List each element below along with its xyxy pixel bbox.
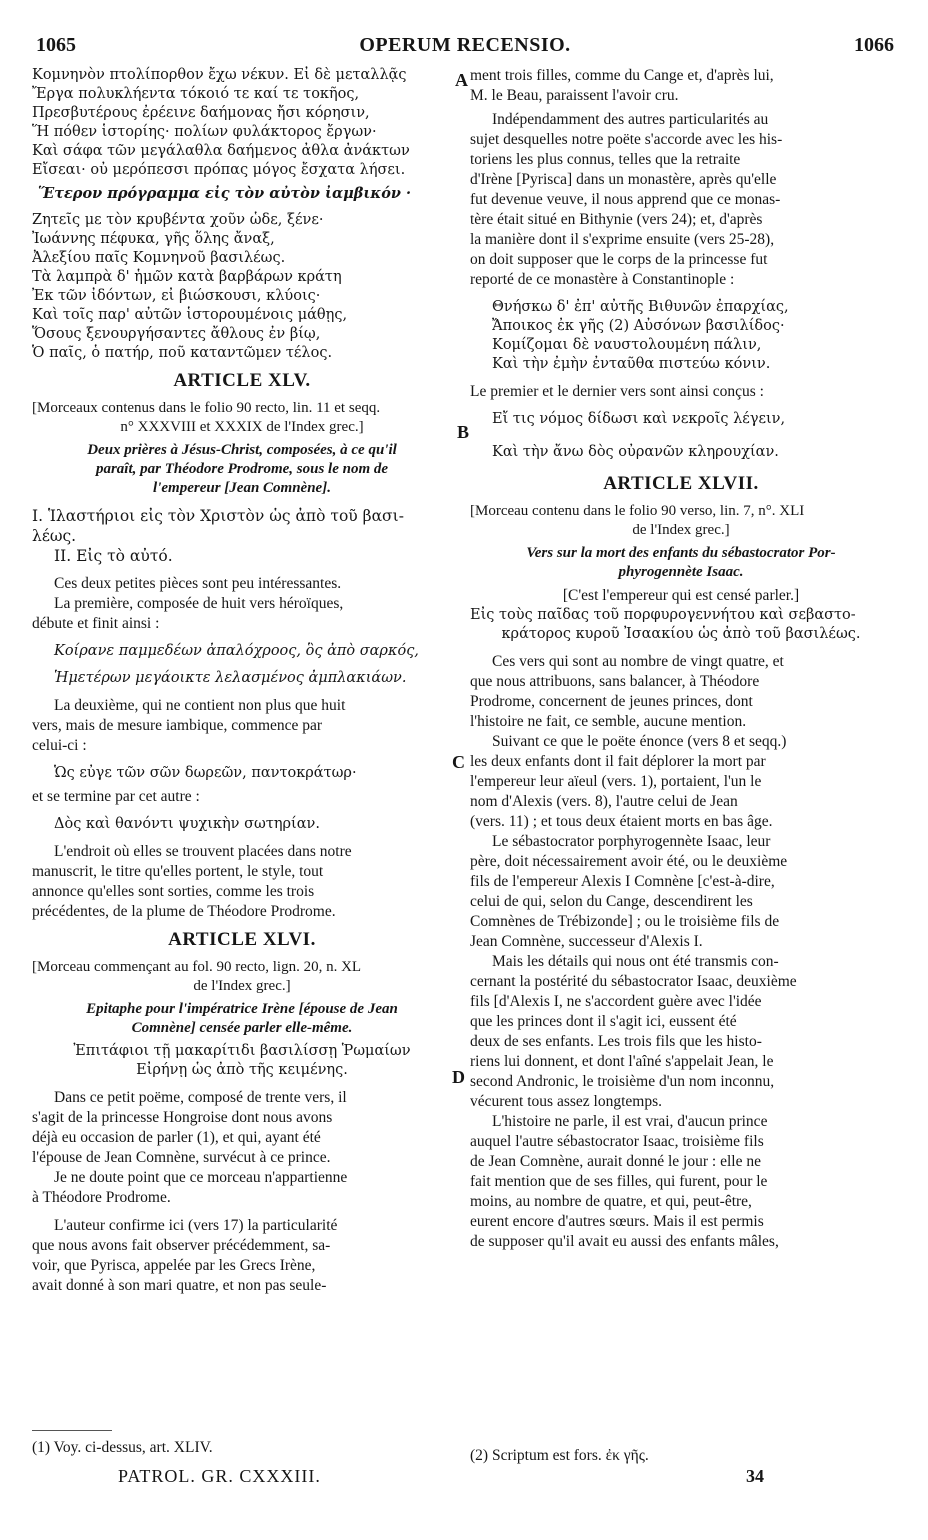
body-line: ment trois filles, comme du Cange et, d'après lui,: [470, 67, 774, 84]
body-line: on doit supposer que le corps de la princesse fut: [470, 251, 768, 268]
body-line: Ces deux petites pièces sont peu intéressantes.: [54, 575, 342, 592]
greek-quote: Καὶ τὴν ἄνω δὸς οὐρανῶν κληρουχίαν.: [492, 444, 779, 460]
page-number-right: 1066: [854, 34, 894, 56]
body-line: que les princes dont il s'agit ici, eussent été: [470, 1013, 737, 1030]
greek-title: κράτορος κυροῦ Ἰσαακίου ὡς ἀπὸ τοῦ βασιλέως.: [501, 626, 861, 642]
body-line: second Andronic, le troisième d'un nom inconnu,: [470, 1073, 775, 1090]
body-line: voir, que Pyrisca, appelée par les Grecs Irène,: [32, 1257, 316, 1274]
greek-line: Ἔργα πολυκλήεντα τόκοιό τε καί τε τοκῆος,: [32, 86, 360, 102]
body-line: manuscrit, le titre qu'elles portent, le style, tout: [32, 863, 324, 880]
margin-letter-d: D: [452, 1067, 465, 1087]
body-line: reporté de ce monastère à Constantinople :: [470, 271, 735, 288]
greek-line: Κομνηνὸν πτολίπορθον ἔχω νέκυν. Εἰ δὲ μεταλλᾷς: [32, 67, 407, 83]
body-line: L'histoire ne parle, il est vrai, d'aucun prince: [492, 1113, 768, 1130]
body-line: toriens les plus connus, telles que la retraite: [470, 151, 741, 168]
article-source: de l'Index grec.]: [632, 522, 730, 538]
article-title: Comnène] censée parler elle-même.: [131, 1020, 353, 1036]
article-source: [Morceau commençant au fol. 90 recto, lign. 20, n. XL: [32, 959, 362, 975]
body-line: l'empereur leur aïeul (vers. 1), portaient, l'un le: [470, 773, 762, 790]
article-title: phyrogennète Isaac.: [618, 564, 744, 580]
body-line: et se termine par cet autre :: [32, 788, 200, 805]
body-line: Mais les détails qui nous ont été transmis con-: [492, 953, 779, 970]
greek-line: Πρεσβυτέρους ἐρέεινε δαήμονας ἤσι κόρησιν,: [32, 105, 370, 121]
body-line: précédentes, de la plume de Théodore Prodrome.: [32, 903, 336, 920]
article-source: n° XXXVIII et XXXIX de l'Index grec.]: [120, 419, 364, 435]
body-line: que nous attribuons, sans balancer, à Théodore: [470, 673, 760, 690]
greek-line: Ὅσους ξενουργήσαντες ἄθλους ἐν βίῳ,: [32, 326, 321, 342]
greek-line: Τὰ λαμπρὰ δ' ἡμῶν κατὰ βαρβάρων κράτη: [32, 269, 342, 285]
article-heading: ARTICLE XLVII.: [603, 473, 759, 494]
body-line: l'épouse de Jean Comnène, survécut à ce prince.: [32, 1149, 331, 1166]
body-line: L'auteur confirme ici (vers 17) la particularité: [54, 1217, 338, 1234]
body-line: Jean Comnène, successeur d'Alexis I.: [470, 933, 703, 950]
body-line: fut devenue veuve, il nous apprend que ce monas-: [470, 191, 781, 208]
body-line: d'Irène [Pyrisca] dans un monastère, après qu'elle: [470, 171, 777, 188]
greek-line: Ζητεῖς με τὸν κρυβέντα χοῦν ὧδε, ξένε·: [32, 212, 324, 228]
body-line: Comnènes de Trébizonde] ; ou le troisième fils de: [470, 913, 780, 930]
body-line: Dans ce petit poëme, composé de trente vers, il: [54, 1089, 347, 1106]
greek-title: Εἰρήνῃ ὡς ἀπὸ τῆς κειμένης.: [136, 1062, 348, 1078]
body-line: l'histoire ne fait, ce semble, aucune mention.: [470, 713, 747, 730]
greek-quote: Θνήσκω δ' ἐπ' αὐτῆς Βιθυνῶν ἐπαρχίας,: [492, 299, 789, 315]
body-line: fils de l'empereur Alexis I Comnène [c'est-à-dire,: [470, 873, 775, 890]
greek-line: Ἰωάννης πέφυκα, γῆς ὅλης ἄναξ,: [32, 231, 275, 247]
greek-quote: Δὸς καὶ θανόντι ψυχικὴν σωτηρίαν.: [54, 816, 320, 832]
greek-line: Καὶ τοῖς παρ' αὐτῶν ἱστορουμένοις μάθῃς,: [32, 307, 348, 323]
article-title: Epitaphe pour l'impératrice Irène [épouse de Jean: [86, 1001, 398, 1017]
body-line: Le premier et le dernier vers sont ainsi conçus :: [470, 383, 764, 400]
body-line: (vers. 11) ; et tous deux étaient morts en bas âge.: [470, 813, 773, 830]
body-line: celui de qui, selon du Cange, descendirent les: [470, 893, 753, 910]
body-line: celui-ci :: [32, 737, 87, 754]
article-title: paraît, par Théodore Prodrome, sous le nom de: [95, 461, 389, 477]
greek-line: Ἀλεξίου παῖς Κομνηνοῦ βασιλέως.: [32, 250, 286, 266]
body-line: annonce qu'elles sont sorties, comme les trois: [32, 883, 315, 900]
footnote-right: (2) Scriptum est fors. ἐκ γῆς.: [470, 1447, 649, 1464]
article-heading: ARTICLE XLVI.: [168, 929, 316, 950]
body-line: vécurent tous assez longtemps.: [470, 1093, 662, 1110]
greek-item: λέως.: [32, 527, 77, 545]
greek-item: I. Ἱλαστήριοι εἰς τὸν Χριστὸν ὡς ἀπὸ τοῦ βασι-: [32, 507, 404, 525]
body-line: cernant la postérité du sébastocrator Isaac, deuxième: [470, 973, 797, 990]
body-line: Suivant ce que le poëte énonce (vers 8 et seqq.): [492, 733, 787, 750]
article-source: [Morceau contenu dans le folio 90 verso, lin. 7, n°. XLI: [470, 503, 805, 519]
body-line: riens lui donnent, et dont l'aîné s'appelait Jean, le: [470, 1053, 774, 1070]
footnote-left: (1) Voy. ci-dessus, art. XLIV.: [32, 1439, 213, 1456]
greek-title: Εἰς τοὺς παῖδας τοῦ πορφυρογεννήτου καὶ σεβαστο-: [470, 607, 856, 623]
body-line: s'agit de la princesse Hongroise dont nous avons: [32, 1109, 333, 1126]
running-title: OPERUM RECENSIO.: [359, 34, 571, 56]
body-line: La deuxième, qui ne contient non plus que huit: [54, 697, 346, 714]
body-line: Indépendamment des autres particularités au: [492, 111, 769, 128]
article-source: [Morceaux contenus dans le folio 90 recto, lin. 11 et seqq.: [32, 400, 381, 416]
margin-letter-c: C: [452, 752, 465, 772]
body-line: nom d'Alexis (vers. 8), l'autre celui de Jean: [470, 793, 738, 810]
article-heading: ARTICLE XLV.: [173, 370, 311, 391]
article-title: l'empereur [Jean Comnène].: [153, 480, 331, 496]
body-line: Je ne doute point que ce morceau n'appartienne: [54, 1169, 348, 1186]
body-line: Prodrome, concernent de jeunes princes, dont: [470, 693, 753, 710]
greek-line: Ἐκ τῶν ἰδόντων, εἰ βιώσκουσι, κλύοις·: [32, 288, 321, 304]
body-line: deux de ses enfants. Les trois fils que les histo-: [470, 1033, 762, 1050]
greek-line: Εἴσεαι· οὐ μερόπεσσι πρόπας μόγος ἔσχατα λήσει.: [32, 162, 406, 178]
greek-line: Ἥ πόθεν ἱστορίης· πολίων φυλάκτορος ἔργων·: [32, 124, 377, 140]
greek-quote: Κομίζομαι δὲ ναυστολουμένη πάλιν,: [492, 337, 762, 353]
footnote-rule: [32, 1430, 112, 1431]
body-line: M. le Beau, paraissent l'avoir cru.: [470, 87, 679, 104]
body-line: fils [d'Alexis I, ne s'accordent guère avec l'idée: [470, 993, 762, 1010]
greek-item: II. Εἰς τὸ αὐτό.: [54, 547, 173, 565]
page-number-left: 1065: [36, 34, 76, 56]
greek-quote: Ὡς εὖγε τῶν σῶν δωρεῶν, παντοκράτωρ·: [54, 765, 357, 781]
greek-heading: Ἕτερον πρόγραμμα εἰς τὸν αὐτὸν ἰαμβικόν ·: [38, 185, 412, 202]
body-line: auquel l'autre sébastocrator Isaac, troisième fils: [470, 1133, 764, 1150]
footer-sheet-number: 34: [746, 1466, 764, 1486]
margin-letter-b: B: [457, 422, 470, 442]
margin-letter-a: A: [455, 70, 468, 90]
body-line: L'endroit où elles se trouvent placées dans notre: [54, 843, 352, 860]
body-line: Ces vers qui sont au nombre de vingt quatre, et: [492, 653, 784, 670]
greek-iambic: [32, 211, 452, 363]
left-column: [32, 66, 452, 1296]
body-line: les deux enfants dont il fait déplorer la mort par: [470, 753, 766, 770]
body-line: que nous avons fait observer précédemment, sa-: [32, 1237, 331, 1254]
right-column: [470, 66, 892, 1252]
body-line: eurent encore d'autres sœurs. Mais il est permis: [470, 1213, 764, 1230]
body-line: fait mention que de ses filles, qui furent, pour le: [470, 1173, 768, 1190]
article-title: Deux prières à Jésus-Christ, composées, à ce qu'il: [87, 442, 397, 458]
body-line: père, doit nécessairement avoir été, ou le deuxième: [470, 853, 788, 870]
body-line: tère était situé en Bithynie (vers 24); et, d'après: [470, 211, 763, 228]
page-header: [36, 34, 894, 58]
greek-quote: Εἴ τις νόμος δίδωσι καὶ νεκροῖς λέγειν,: [492, 411, 786, 427]
body-line: de Jean Comnène, aurait donné le jour : elle ne: [470, 1153, 761, 1170]
body-line: vers, mais de mesure iambique, commence par: [32, 717, 323, 734]
body-line: moins, au nombre de quatre, et qui, peut-être,: [470, 1193, 752, 1210]
body-line: déjà eu occasion de parler (1), et qui, ayant été: [32, 1129, 321, 1146]
body-line: la manière dont il s'exprime ensuite (vers 25-28),: [470, 231, 775, 248]
footer-signature: PATROL. GR. CXXXIII.: [118, 1466, 321, 1486]
greek-quote: Κοίρανε παμμεδέων ἀπαλόχροος, ὃς ἀπὸ σαρκός,: [54, 643, 419, 659]
greek-quote: Ἄποικος ἐκ γῆς (2) Αὐσόνων βασιλίδος·: [492, 318, 785, 334]
greek-quote: Καὶ τὴν ἐμὴν ἐνταῦθα πιστεύω κόνιν.: [492, 356, 771, 372]
body-line: de supposer qu'il avait eu aussi des enfants mâles,: [470, 1233, 779, 1250]
body-line: avait donné à son mari quatre, et non pas seule-: [32, 1277, 327, 1294]
greek-epigram: [32, 66, 452, 180]
greek-line: Ὁ παῖς, ὁ πατήρ, ποῦ καταντῶμεν τέλος.: [32, 345, 333, 361]
article-source: de l'Index grec.]: [193, 978, 291, 994]
body-line: débute et finit ainsi :: [32, 615, 160, 632]
article-note: [C'est l'empereur qui est censé parler.]: [562, 587, 800, 604]
greek-line: Καὶ σάφα τῶν μεγάλαθλα δαήμενος ἆθλα ἀνάκτων: [32, 143, 410, 159]
greek-quote: Ἡμετέρων μεγάοικτε λελασμένος ἀμπλακιάων.: [54, 670, 407, 686]
body-line: La première, composée de huit vers héroïques,: [54, 595, 344, 612]
body-line: Le sébastocrator porphyrogennète Isaac, leur: [492, 833, 771, 850]
body-line: à Théodore Prodrome.: [32, 1189, 171, 1206]
greek-title: Ἐπιτάφιοι τῇ μακαρίτιδι βασιλίσσῃ Ῥωμαίων: [73, 1043, 411, 1059]
body-line: sujet desquelles notre poëte s'accorde avec les his-: [470, 131, 783, 148]
article-title: Vers sur la mort des enfants du sébastocrator Por-: [526, 545, 836, 561]
